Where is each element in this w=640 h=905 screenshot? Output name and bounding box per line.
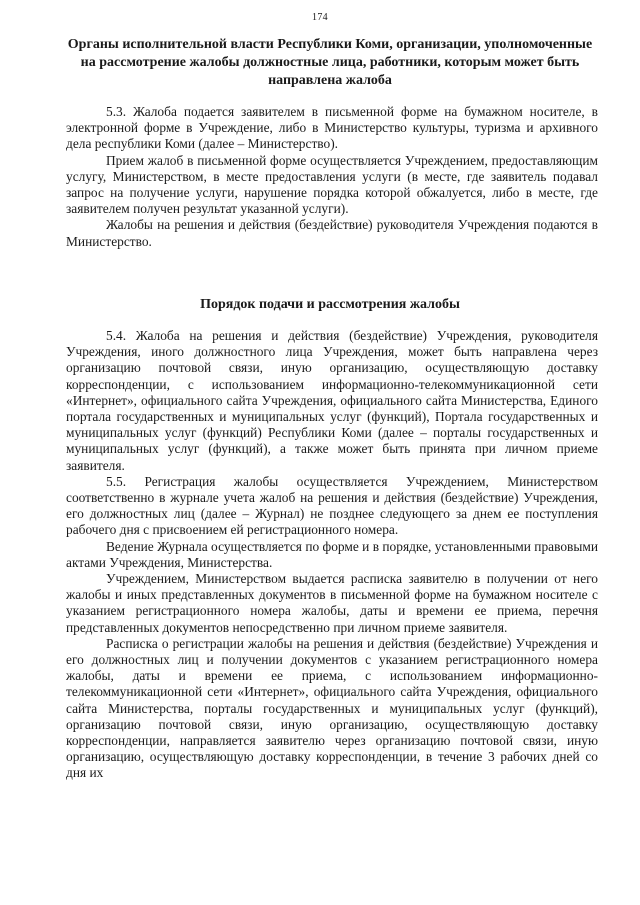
- page-number: 174: [312, 12, 328, 23]
- section-heading-procedure: Порядок подачи и рассмотрения жалобы: [200, 297, 460, 312]
- section-body-procedure: [66, 328, 598, 782]
- paragraph-reception: Прием жалоб в письменной форме осуществляется Учреждением, предоставляющим услугу, Министерством, в месте предоставления услуги (в месте, где заявитель подавал запрос на получение услуги, нарушение порядка которой обжалуется, либо в месте, где заявителем получен результат указанной услуги).: [66, 152, 598, 217]
- paragraph-receipt-registration: Расписка о регистрации жалобы на решения и действия (бездействие) Учреждения и его должностных лиц и получении документов с указанием регистрационного номера жалобы, даты и времени ее приема, с использованием информационно-телекоммуникационной сети «Интернет», официального сайта Учреждения, официального сайта Министерства, порталы государственных и муниципальных услуг (функций), организацию почтовой связи, иную организацию, осуществляющую доставку корреспонденции, направляется заявителю через организацию почтовой связи, иную организацию, осуществляющую доставку корреспонденции, в течение 3 рабочих дней со дня их: [66, 635, 598, 781]
- section-body-authorities: [66, 104, 598, 250]
- paragraph-5-4: 5.4. Жалоба на решения и действия (бездействие) Учреждения, руководителя Учреждения, иного должностного лица Учреждения, может быть направлена через организацию почтовой связи, иную организацию, осуществляющую доставку корреспонденции, с использованием информационно-телекоммуникационной сети «Интернет», официального сайта Учреждения, официального сайта Министерства, Единого портала государственных и муниципальных услуг (функций), Портала государственных и муниципальных услуг (функций) Республики Коми (далее – порталы государственных и муниципальных услуг (функций), а также может быть принята при личном приеме заявителя.: [66, 328, 598, 473]
- paragraph-receipt-issue: Учреждением, Министерством выдается расписка заявителю в получении от него жалобы и иных представленных документов в письменной форме на бумажном носителе с указанием регистрационного номера жалобы, даты и времени ее приема, перечня представленных документов непосредственно при личном приеме заявителя.: [66, 571, 598, 635]
- paragraph-5-5: 5.5. Регистрация жалобы осуществляется Учреждением, Министерством соответственно в журнале учета жалоб на решения и действия (бездействие) Учреждения, его должностных лиц (далее – Журнал) не позднее следующего за днем ее поступления рабочего дня с присвоением ей регистрационного номера.: [66, 473, 598, 538]
- paragraph-journal: Ведение Журнала осуществляется по форме и в порядке, установленными правовыми актами Учреждения, Министерства.: [66, 538, 598, 570]
- paragraph-complaints-head: Жалобы на решения и действия (бездействие) руководителя Учреждения подаются в Министерство.: [66, 217, 598, 249]
- paragraph-5-3: 5.3. Жалоба подается заявителем в письменной форме на бумажном носителе, в электронной форме в Учреждение, либо в Министерство культуры, туризма и архивного дела республики Коми (далее – Министерство).: [66, 104, 598, 152]
- section-heading-authorities: Органы исполнительной власти Республики Коми, организации, уполномоченные на рассмотрение жалобы должностные лица, работники, которым может быть направлена жалоба: [67, 37, 593, 88]
